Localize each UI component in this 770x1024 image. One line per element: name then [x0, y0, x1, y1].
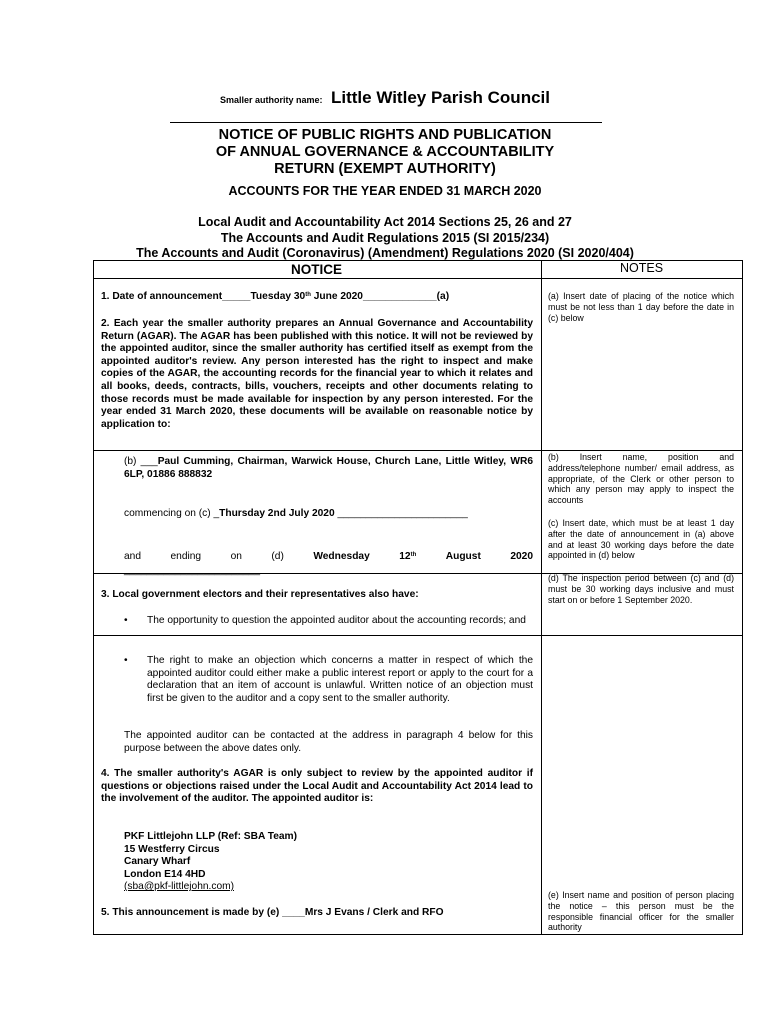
bullet-glyph: • — [124, 655, 128, 666]
paragraph-2: 2. Each year the smaller authority prepares an Annual Governance and Accountability Return (AGAR). The AGAR has been published with this notice. It will not be reviewed by the appointed auditor, since the smaller authority has certified itself as exempt from the appointed auditor's review. Any person interested has the right to inspect and make copies of the AGAR, the accounting records for the financial year to which it relates and all books, deeds, contracts, bills, vouchers, receipts and other documents relating to those records must be made available for inspection by any person interested. For the year ended 31 March 2020, these documents will be available on reasonable notice by application to: — [101, 318, 533, 430]
paragraph-5 — [101, 907, 535, 920]
auditor-email-link[interactable] — [124, 881, 234, 894]
contact-details: Paul Cumming, Chairman, Warwick House, Church Lane, Little Witley, WR6 6LP, 01886 888832 — [124, 456, 534, 480]
commencing-prefix: commencing on (c) _ — [124, 508, 220, 519]
commencing-date: Thursday 2nd July 2020 — [219, 508, 335, 519]
paragraph-3-heading: 3. Local government electors and their representatives also have: — [101, 589, 419, 600]
contact-label: (b) ___ — [124, 456, 158, 467]
ending-day — [399, 551, 416, 564]
note-d: (d) The inspection period between (c) and (d) must be 30 working days inclusive and must start on or before 1 September 2020. — [548, 573, 734, 605]
authority-name: Little Witley Parish Council — [330, 88, 550, 107]
paragraph-4: 4. The smaller authority's AGAR is only subject to review by the appointed auditor if questions or objections raised under the Local Audit and Accountability Act 2014 lead to the involvement of the auditor. The appointed auditor is: — [101, 768, 533, 805]
address-line: PKF Littlejohn LLP (Ref: SBA Team) — [124, 831, 297, 842]
address-line: London E14 4HD — [124, 868, 206, 880]
note-b: (b) Insert name, position and address/telephone number/ email address, as appropriate, of the Clerk or other person to which any person may apply to inspect the accounts — [548, 452, 734, 506]
ending-line — [124, 551, 533, 564]
ending-word: ending — [170, 551, 202, 562]
rights-bullet-1: The opportunity to question the appointed auditor about the accounting records; and — [147, 615, 526, 626]
note-e: (e) Insert name and position of person placing the notice – this person must be the responsible financial officer for the smaller authority — [548, 890, 734, 933]
rights-bullet-2: The right to make an objection which concerns a matter in respect of which the appointed auditor could either make a public interest report or apply to the court for a declaration that an item of account is unlawful. Written notice of an objection must first be given to the auditor and a copy sent to the smaller authority. — [147, 655, 533, 704]
ending-underline: ________________________ — [124, 565, 260, 576]
ending-word: 2020 — [510, 551, 533, 562]
auditor-email[interactable]: (sba@pkf-littlejohn.com) — [124, 881, 234, 892]
commencing-suffix: _______________________ — [334, 508, 468, 519]
title-line: OF ANNUAL GOVERNANCE & ACCOUNTABILITY — [215, 144, 555, 160]
address-line: 15 Westferry Circus — [124, 843, 220, 855]
paragraph-1 — [101, 291, 535, 304]
announcement-date-suffix: June 2020_____________(a) — [310, 291, 450, 302]
ordinal-suffix: th — [410, 552, 417, 558]
auditor-contact-text: The appointed auditor can be contacted at the address in paragraph 4 below for this purpose between the above dates only. — [124, 730, 533, 754]
title-line: RETURN (EXEMPT AUTHORITY) — [274, 161, 496, 177]
act-line: The Accounts and Audit (Coronavirus) (Amendment) Regulations 2020 (SI 2020/404) — [136, 246, 634, 260]
ordinal-suffix: th — [305, 292, 311, 298]
announcement-date-prefix: 1. Date of announcement_____Tuesday 30 — [101, 291, 306, 302]
authority-name-label: Smaller authority name: — [220, 95, 323, 105]
commencing-line — [124, 508, 533, 521]
accounts-subtitle: ACCOUNTS FOR THE YEAR ENDED 31 MARCH 2020 — [228, 184, 542, 198]
act-line: The Accounts and Audit Regulations 2015 (SI 2015/234) — [220, 230, 550, 245]
announcement-by-prefix: 5. This announcement is made by (e) ____ — [101, 907, 305, 918]
ending-word: on — [230, 551, 242, 562]
bullet-glyph: • — [124, 615, 128, 626]
authority-name-line — [0, 88, 770, 108]
document-title — [0, 127, 770, 178]
act-line: Local Audit and Accountability Act 2014 Sections 25, 26 and 27 — [198, 215, 572, 229]
ending-word: August — [445, 551, 481, 562]
announcement-by-name: Mrs J Evans / Clerk and RFO — [304, 907, 444, 918]
inspection-contact — [124, 456, 533, 481]
address-line: Canary Wharf — [124, 856, 191, 868]
ending-word: Wednesday — [313, 551, 370, 562]
notes-heading: NOTES — [619, 261, 664, 275]
ending-day-number: 12 — [399, 551, 411, 562]
title-line: NOTICE OF PUBLIC RIGHTS AND PUBLICATION — [218, 127, 552, 143]
note-a: (a) Insert date of placing of the notice which must be not less than 1 day before the date in (c) below — [548, 291, 734, 323]
auditor-address — [124, 831, 533, 881]
note-c: (c) Insert date, which must be at least 1 day after the date of announcement in (a) above and at least 30 working days before the date appointed in (d) below — [548, 518, 734, 561]
header-rule — [170, 122, 602, 123]
ending-word: (d) — [271, 551, 284, 562]
ending-word: and — [124, 551, 141, 562]
notice-heading: NOTICE — [290, 262, 342, 277]
legislation-references — [0, 215, 770, 262]
